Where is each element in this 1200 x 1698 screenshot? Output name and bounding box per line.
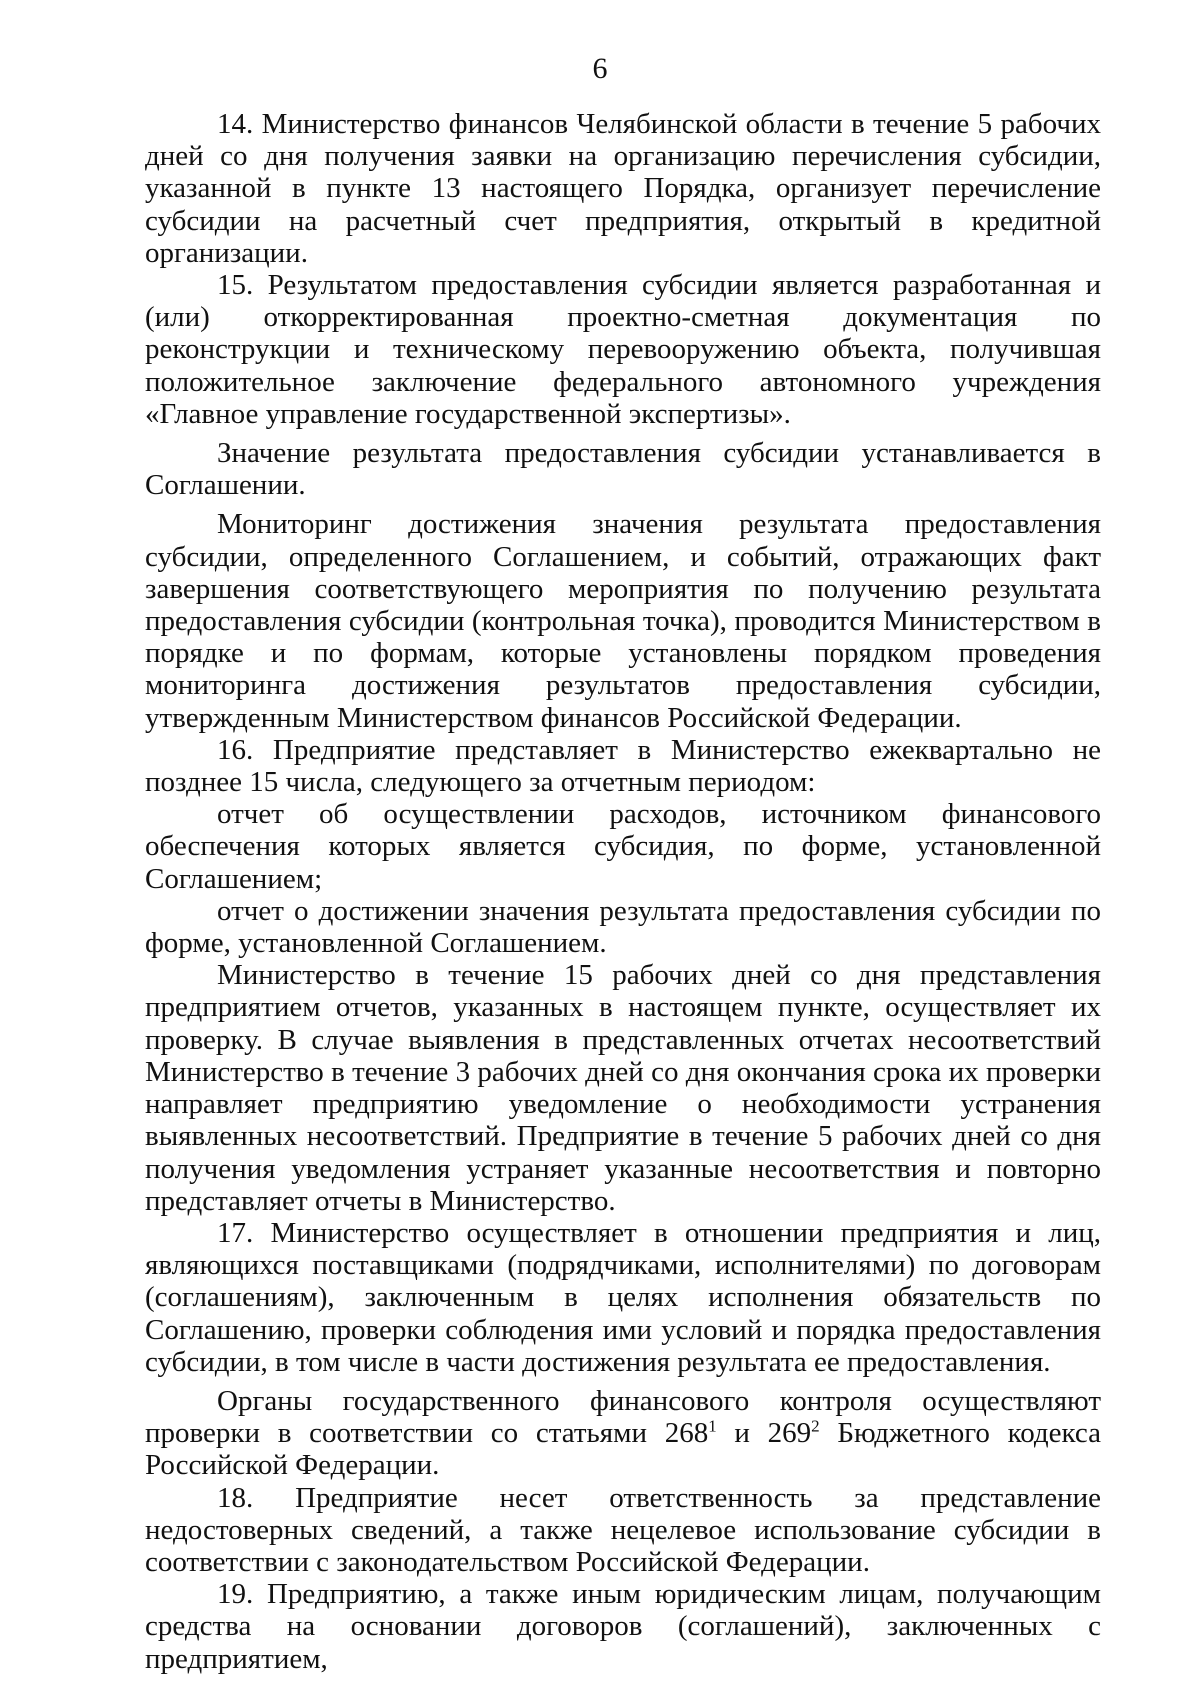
paragraph-17: 17. Министерство осуществляет в отношении предприятия и лиц, являющихся поставщиками (подрядчиками, исполнителями) по договорам (соглашениям), заключенным в целях исполнения обязательств по Соглашению, проверки соблюдения ими условий и порядка предоставления субсидии, в том числе в части достижения результата ее предоставления. bbox=[145, 1216, 1101, 1378]
paragraph-14: 14. Министерство финансов Челябинской области в течение 5 рабочих дней со дня получения заявки на организацию перечисления субсидии, указанной в пункте 13 настоящего Порядка, организует перечисление субсидии на расчетный счет предприятия, открытый в кредитной организации. bbox=[145, 108, 1101, 269]
document-body bbox=[145, 108, 1101, 1675]
paragraph-financial-control bbox=[145, 1385, 1101, 1482]
paragraph-expense-report: отчет об осуществлении расходов, источником финансового обеспечения которых является субсидия, по форме, установленной Соглашением; bbox=[145, 798, 1101, 895]
paragraph-result-value: Значение результата предоставления субсидии устанавливается в Соглашении. bbox=[145, 437, 1101, 502]
financial-control-text-b: и 269 bbox=[716, 1417, 812, 1450]
paragraph-19: 19. Предприятию, а также иным юридическим лицам, получающим средства на основании договоров (соглашений), заключенных с предприятием, bbox=[145, 1578, 1101, 1675]
financial-control-text-a: Органы государственного финансового контроля осуществляют проверки в соответствии со статьями 268 bbox=[145, 1384, 1101, 1450]
page-number: 6 bbox=[592, 52, 608, 85]
article-269-superscript: 2 bbox=[811, 1416, 820, 1436]
financial-control-text-c: Бюджетного кодекса Российской Федерации. bbox=[145, 1417, 1101, 1482]
paragraph-monitoring: Мониторинг достижения значения результата предоставления субсидии, определенного Соглашением, и событий, отражающих факт завершения соответствующего мероприятия по получению результата предоставления субсидии (контрольная точка), проводится Министерством в порядке и по формам, которые установлены порядком проведения мониторинга достижения результатов предоставления субсидии, утвержденным Министерством финансов Российской Федерации. bbox=[145, 508, 1101, 734]
paragraph-18: 18. Предприятие несет ответственность за представление недостоверных сведений, а также нецелевое использование субсидии в соответствии с законодательством Российской Федерации. bbox=[145, 1481, 1101, 1578]
paragraph-ministry-check: Министерство в течение 15 рабочих дней со дня представления предприятием отчетов, указанных в настоящем пункте, осуществляет их проверку. В случае выявления в представленных отчетах несоответствий Министерство в течение 3 рабочих дней со дня окончания срока их проверки направляет предприятию уведомление о необходимости устранения выявленных несоответствий. Предприятие в течение 5 рабочих дней со дня получения уведомления устраняет указанные несоответствия и повторно представляет отчеты в Министерство. bbox=[145, 959, 1101, 1217]
paragraph-15: 15. Результатом предоставления субсидии является разработанная и (или) откорректированная проектно-сметная документация по реконструкции и техническому перевооружению объекта, получившая положительное заключение федерального автономного учреждения «Главное управление государственной экспертизы». bbox=[145, 269, 1101, 430]
paragraph-result-report: отчет о достижении значения результата предоставления субсидии по форме, установленной Соглашением. bbox=[145, 894, 1101, 960]
article-268-superscript: 1 bbox=[708, 1416, 717, 1436]
paragraph-16: 16. Предприятие представляет в Министерство ежеквартально не позднее 15 числа, следующего за отчетным периодом: bbox=[145, 733, 1101, 799]
